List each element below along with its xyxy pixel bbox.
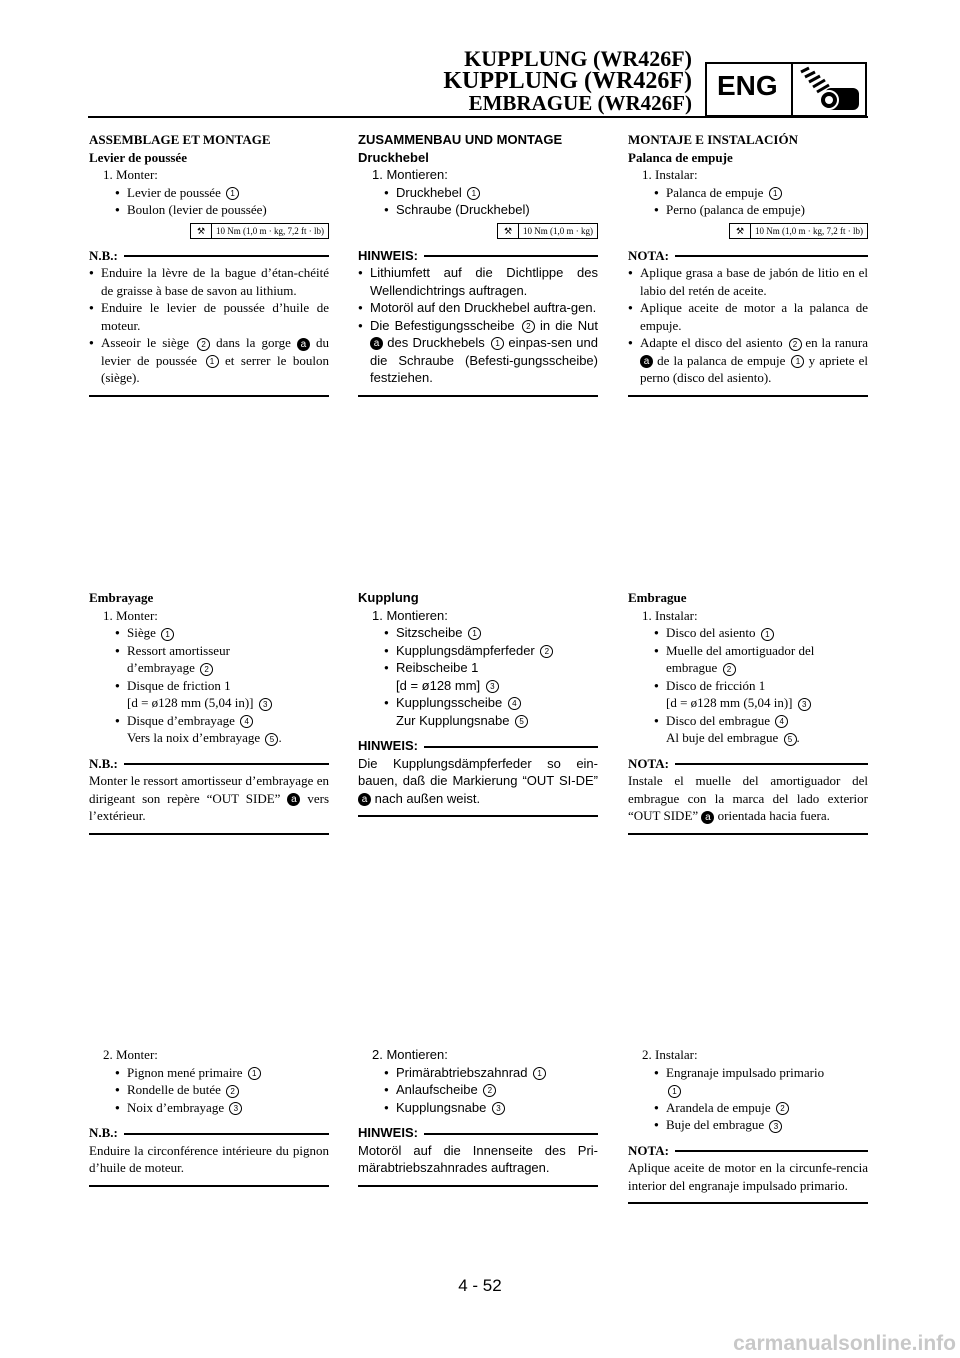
fr-clutch-step: 1. Monter: bbox=[103, 607, 158, 623]
list-item-cont: embrague 2 bbox=[628, 659, 868, 677]
note-text: Enduire la circonférence intérieure du pignon d’huile de moteur. bbox=[89, 1142, 329, 1175]
list-item-cont: 1 bbox=[628, 1081, 868, 1099]
es-clutch-section bbox=[628, 589, 868, 835]
list-item: ● Disque d’embrayage 4 bbox=[89, 712, 329, 730]
torque-wrench-icon: ⚒ bbox=[191, 224, 212, 238]
list-item: ● Arandela de empuje 2 bbox=[628, 1099, 868, 1117]
es-clutch-title: Embrague bbox=[628, 590, 687, 605]
list-item: ● Kupplungsscheibe 4 bbox=[358, 694, 598, 712]
list-item: ● Siège 1 bbox=[89, 624, 329, 642]
note-text: Die Kupplungsdämpferfeder so ein-bauen, daß die Markierung “OUT SI-DE” a nach außen weist. bbox=[358, 755, 598, 806]
note-header: NOTA: bbox=[628, 1142, 868, 1160]
list-item: ● Kupplungsdämpferfeder 2 bbox=[358, 642, 598, 660]
note-header: N.B.: bbox=[89, 755, 329, 773]
list-item: ● Primärabtriebszahnrad 1 bbox=[358, 1064, 598, 1082]
fr-section-title: ASSEMBLAGE ET MONTAGE bbox=[89, 132, 271, 147]
note-end-rule bbox=[358, 1185, 598, 1187]
torque-wrench-icon: ⚒ bbox=[498, 224, 519, 238]
list-item: ● Perno (palanca de empuje) bbox=[628, 201, 868, 219]
list-item-cont: Zur Kupplungsnabe 5 bbox=[358, 712, 598, 730]
list-item-cont: Vers la noix d’embrayage 5 . bbox=[127, 730, 282, 745]
eng-badge-divider bbox=[791, 64, 793, 115]
note-text: Aplique aceite de motor en la circunfe-rencia interior del engranaje impulsado primario. bbox=[628, 1160, 868, 1193]
note-text: Monter le ressort amortisseur d’embrayage en dirigeant son repère “OUT SIDE” a vers l’extérieur. bbox=[89, 773, 330, 823]
torque-value: 10 Nm (1,0 m · kg, 7,2 ft · lb) bbox=[755, 225, 863, 236]
note-header: NOTA: bbox=[628, 755, 868, 773]
header-title-es: EMBRAGUE (WR426F) bbox=[468, 91, 692, 115]
torque-spec bbox=[358, 223, 598, 239]
list-item: ● Boulon (levier de poussée) bbox=[89, 201, 329, 219]
de-step-2: 2. Montieren: bbox=[372, 1047, 448, 1062]
fr-section-subtitle: Levier de poussée bbox=[89, 149, 187, 165]
list-item: ● Ressort amortisseur bbox=[89, 642, 329, 660]
note-item: ● Motoröl auf den Druckhebel auftra-gen. bbox=[358, 299, 598, 317]
list-item: ● Kupplungsnabe 3 bbox=[358, 1099, 598, 1117]
list-item: ● Buje del embrague 3 bbox=[628, 1116, 868, 1134]
list-item-cont: [d = ø128 mm (5,04 in)] 3 bbox=[89, 694, 329, 712]
page-header bbox=[0, 0, 960, 125]
fr-assembly-section bbox=[89, 131, 329, 397]
header-title-de-2: KUPPLUNG (WR426F) bbox=[443, 68, 692, 94]
de-section-title: ZUSAMMENBAU UND MONTAGE bbox=[358, 132, 563, 147]
list-item: ● Palanca de empuje 1 bbox=[628, 184, 868, 202]
note-item: ● Enduire le levier de poussée d’huile de moteur. bbox=[89, 299, 329, 334]
de-section-subtitle: Druckhebel bbox=[358, 149, 429, 165]
note-header: N.B.: bbox=[89, 1124, 329, 1142]
note-item: ● Die Befestigungsscheibe 2 in die Nut a des Druckhebels 1 einpas-sen und die Schraube (Befesti-gungsscheibe) festziehen. bbox=[358, 317, 598, 387]
es-assembly-section bbox=[628, 131, 868, 397]
de-clutch-step: 1. Montieren: bbox=[372, 607, 448, 623]
note-end-rule bbox=[628, 833, 868, 835]
list-item: ● Reibscheibe 1 bbox=[358, 659, 598, 677]
list-item: ● Druckhebel 1 bbox=[358, 184, 598, 202]
list-item: ● Disco del asiento 1 bbox=[628, 624, 868, 642]
note-header: HINWEIS: bbox=[358, 737, 598, 755]
list-item: ● Disco del embrague 4 bbox=[628, 712, 868, 730]
note-item: ● Aplique aceite de motor a la palanca de empuje. bbox=[628, 299, 868, 334]
note-item: ● Lithiumfett auf die Dichtlippe des Wellendichtrings auftragen. bbox=[358, 264, 598, 299]
es-section-title: MONTAJE E INSTALACIÓN bbox=[628, 132, 798, 147]
torque-wrench-icon: ⚒ bbox=[730, 224, 751, 238]
fr-clutch-section bbox=[89, 589, 329, 835]
list-item: ● Noix d’embrayage 3 bbox=[89, 1099, 329, 1117]
note-end-rule bbox=[89, 1185, 329, 1187]
de-step-1: 1. Montieren: bbox=[372, 167, 448, 182]
list-item: ● Rondelle de butée 2 bbox=[89, 1081, 329, 1099]
list-item: ● Disco de fricción 1 bbox=[628, 677, 868, 695]
note-end-rule bbox=[628, 1202, 868, 1204]
engine-spring-icon bbox=[795, 66, 865, 114]
list-item: ● Sitzscheibe 1 bbox=[358, 624, 598, 642]
note-end-rule bbox=[89, 833, 329, 835]
fr-step-1: 1. Monter: bbox=[103, 167, 158, 182]
list-item: ● Disque de friction 1 bbox=[89, 677, 329, 695]
note-item: ● Aplique grasa a base de jabón de litio en el labio del retén de aceite. bbox=[628, 264, 868, 299]
note-end-rule bbox=[628, 395, 868, 397]
torque-value: 10 Nm (1,0 m · kg, 7,2 ft · lb) bbox=[216, 225, 324, 236]
note-item: ● Enduire la lèvre de la bague d’étan-chéité de graisse à base de savon au lithium. bbox=[89, 264, 329, 299]
eng-badge-label: ENG bbox=[717, 70, 778, 101]
list-item: ● Engranaje impulsado primario bbox=[628, 1064, 868, 1082]
page-number: 4 - 52 bbox=[458, 1276, 502, 1295]
callout-1: 1 bbox=[226, 187, 239, 200]
note-item: ● Adapte el disco del asiento 2 en la ranura a de la palanca de empuje 1 y apriete el perno (disco del asiento). bbox=[628, 334, 868, 387]
watermark: carmanualsonline.info bbox=[733, 1332, 956, 1355]
note-end-rule bbox=[358, 395, 598, 397]
list-item-cont: [d = ø128 mm] 3 bbox=[358, 677, 598, 695]
note-header: HINWEIS: bbox=[358, 247, 598, 265]
de-clutch-title: Kupplung bbox=[358, 590, 419, 605]
de-pinion-section bbox=[358, 1046, 598, 1187]
list-item-cont: Al buje del embrague 5 . bbox=[666, 730, 800, 745]
header-title-de: KUPPLUNG (WR426F) bbox=[464, 46, 692, 71]
note-end-rule bbox=[89, 395, 329, 397]
note-end-rule bbox=[358, 815, 598, 817]
list-item: ● Pignon mené primaire 1 bbox=[89, 1064, 329, 1082]
note-header: N.B.: bbox=[89, 247, 329, 265]
eng-badge bbox=[705, 62, 867, 117]
es-clutch-step: 1. Instalar: bbox=[642, 607, 698, 623]
fr-step-2: 2. Monter: bbox=[103, 1047, 158, 1062]
list-item: ● Levier de poussée 1 bbox=[89, 184, 329, 202]
torque-value: 10 Nm (1,0 m · kg) bbox=[523, 225, 593, 236]
note-item: ● Asseoir le siège 2 dans la gorge a du levier de poussée 1 et serrer le boulon (siège). bbox=[89, 334, 329, 387]
es-step-2: 2. Instalar: bbox=[642, 1047, 698, 1062]
torque-spec bbox=[628, 223, 868, 239]
es-pinion-section bbox=[628, 1046, 868, 1204]
list-item: ● Schraube (Druckhebel) bbox=[358, 201, 598, 219]
list-item-cont: [d = ø128 mm (5,04 in)] 3 bbox=[628, 694, 868, 712]
note-header: HINWEIS: bbox=[358, 1124, 598, 1142]
fr-pinion-section bbox=[89, 1046, 329, 1187]
list-item-cont: d’embrayage 2 bbox=[89, 659, 329, 677]
fr-clutch-title: Embrayage bbox=[89, 590, 154, 605]
note-header: NOTA: bbox=[628, 247, 868, 265]
list-item: ● Anlaufscheibe 2 bbox=[358, 1081, 598, 1099]
de-assembly-section bbox=[358, 131, 598, 397]
es-step-1: 1. Instalar: bbox=[642, 167, 698, 182]
torque-spec bbox=[89, 223, 329, 239]
es-section-subtitle: Palanca de empuje bbox=[628, 149, 733, 165]
list-item: ● Muelle del amortiguador del bbox=[628, 642, 868, 660]
note-text: Instale el muelle del amortiguador del embrague con la marca del lado exterior “OUT SIDE” a orientada hacia fuera. bbox=[628, 773, 868, 823]
de-clutch-section bbox=[358, 589, 598, 817]
note-text: Motoröl auf die Innenseite des Pri-märabtriebszahnrades auftragen. bbox=[358, 1142, 598, 1175]
